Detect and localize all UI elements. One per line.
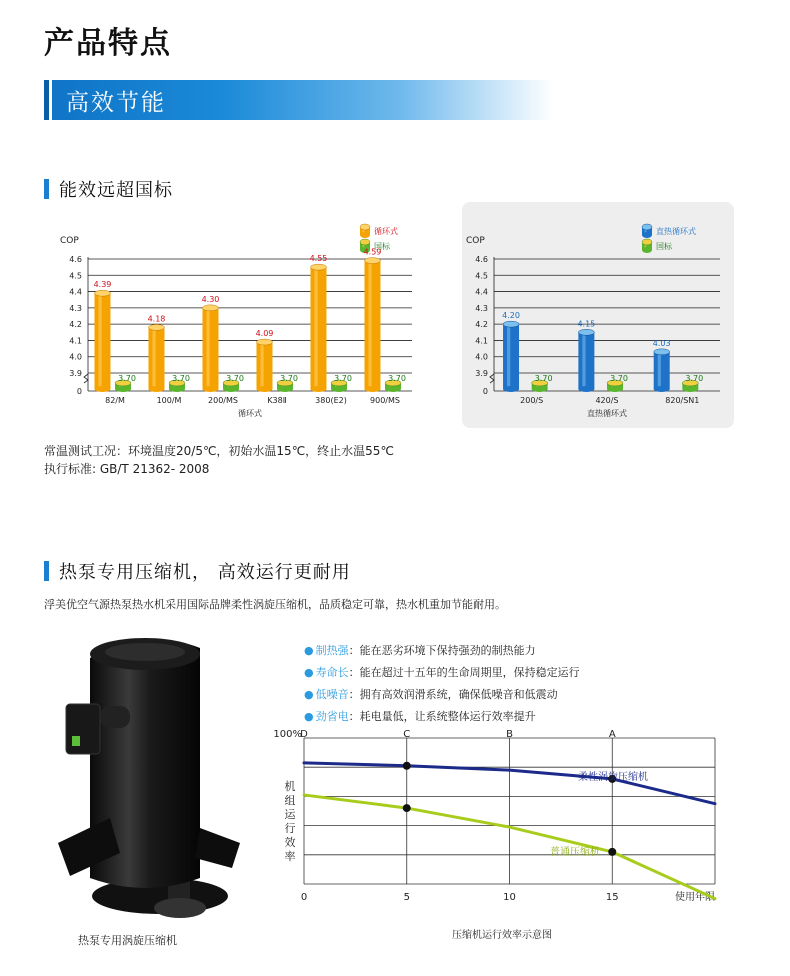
- section-title-efficiency: 能效远超国标: [59, 180, 173, 201]
- bar: [654, 349, 670, 392]
- heading-accent-bar: [44, 561, 49, 581]
- data-label: 3.70: [334, 374, 352, 383]
- x-tick-label: 0: [300, 892, 308, 903]
- cop-chart-circulating: [40, 218, 440, 428]
- bar: [578, 329, 594, 392]
- y-tick-label: 4.5: [69, 271, 82, 281]
- bar: [202, 305, 218, 392]
- bar: [310, 264, 326, 392]
- data-label: 4.15: [577, 319, 596, 329]
- legend-swatch: [360, 224, 370, 238]
- data-point: [403, 762, 411, 770]
- section-heading-efficiency: [44, 176, 173, 202]
- bar: [364, 258, 380, 392]
- data-label: 4.20: [502, 311, 520, 321]
- bar: [148, 324, 164, 392]
- y-tick-label: 4.3: [475, 303, 488, 313]
- data-label: 3.70: [388, 374, 406, 383]
- heading-accent-bar: [44, 179, 49, 199]
- bullet-icon: ●: [304, 710, 314, 723]
- data-point: [608, 848, 616, 856]
- feature-key: 低噪音: [315, 688, 349, 701]
- top-marker-label: A: [608, 729, 616, 740]
- section-banner: [44, 80, 554, 120]
- top-marker-label: B: [506, 729, 513, 740]
- data-label: 3.70: [172, 374, 190, 383]
- compressor-image: [50, 628, 250, 928]
- y-axis-label-char: 组: [284, 794, 296, 807]
- feature-desc: ：拥有高效润滑系统，确保低噪音和低震动: [348, 688, 558, 701]
- y-tick-label: 4.0: [475, 352, 488, 362]
- data-label: 4.30: [201, 294, 220, 304]
- x-tick-label: 200/S: [520, 396, 544, 405]
- y-tick-label: 4.6: [475, 255, 488, 264]
- compressor-caption: 热泵专用涡旋压缩机: [78, 934, 177, 947]
- axis-break-icon: [84, 374, 88, 383]
- feature-item: [304, 640, 580, 662]
- standard-text: 执行标准: GB/T 21362- 2008: [44, 462, 210, 476]
- x-tick-label: 82/M: [105, 396, 125, 405]
- cop-chart-direct-heating: [462, 218, 734, 428]
- legend-swatch: [642, 239, 652, 253]
- x-axis-label: 直热循环式: [587, 409, 627, 418]
- x-tick-label: K38Ⅱ: [267, 396, 287, 405]
- y-tick-label: 4.1: [69, 336, 82, 346]
- data-label: 4.59: [363, 247, 382, 257]
- bar: [256, 339, 272, 392]
- x-tick-label: 820/SN1: [665, 396, 700, 405]
- data-label: 4.55: [309, 254, 328, 264]
- data-label: 4.39: [93, 280, 112, 290]
- bullet-icon: ●: [304, 666, 314, 679]
- y-tick-label: 4.3: [69, 303, 82, 313]
- feature-desc: ：能在恶劣环境下保持强劲的制热能力: [348, 644, 536, 657]
- bullet-icon: ●: [304, 688, 314, 701]
- data-label: 4.18: [147, 314, 166, 324]
- chart-caption: 压缩机运行效率示意图: [452, 930, 552, 941]
- feature-key: 寿命长: [315, 666, 349, 679]
- legend-label: 国标: [656, 242, 672, 251]
- y-axis-label-char: 效: [284, 836, 296, 849]
- feature-desc: ：耗电量低，让系统整体运行效率提升: [348, 710, 536, 723]
- efficiency-line-chart: [262, 726, 732, 946]
- top-marker-label: C: [403, 729, 411, 740]
- bar: [503, 321, 519, 392]
- y-axis-label-char: 机: [284, 780, 296, 793]
- x-tick-label: 15: [605, 892, 619, 903]
- bar: [94, 290, 110, 392]
- test-conditions-text: 常温测试工况：环境温度20/5℃，初始水温15℃，终止水温55℃: [44, 444, 394, 458]
- data-label: 3.70: [610, 374, 628, 383]
- data-label: 3.70: [226, 374, 244, 383]
- y-axis-label: COP: [60, 236, 79, 246]
- x-tick-label: 100/M: [156, 396, 182, 405]
- data-label: 3.70: [118, 374, 136, 383]
- data-point: [403, 804, 411, 812]
- page-title: 产品特点: [44, 26, 172, 61]
- y-tick-label: 4.1: [475, 336, 488, 346]
- legend-swatch: [642, 224, 652, 238]
- y-axis-label-char: 率: [284, 850, 296, 863]
- y-tick-label: 4.2: [475, 320, 488, 330]
- y-tick-label: 3.9: [475, 369, 488, 378]
- section-title-compressor: 热泵专用压缩机， 高效运行更耐用: [59, 562, 351, 583]
- feature-list: [304, 640, 580, 728]
- feature-item: [304, 662, 580, 684]
- feature-desc: ：能在超过十五年的生命周期里，保持稳定运行: [348, 666, 580, 679]
- feature-item: [304, 706, 580, 728]
- banner-title: 高效节能: [66, 90, 166, 116]
- legend-label: 直热循环式: [656, 227, 696, 236]
- y-top-label: 100%: [273, 729, 302, 740]
- data-label: 4.03: [652, 338, 671, 348]
- series-label: 普通压缩机: [550, 847, 600, 859]
- series-label: 柔性涡旋压缩机: [578, 772, 648, 784]
- feature-key: 劲省电: [315, 710, 349, 723]
- y-tick-label: 4.0: [69, 352, 82, 362]
- y-tick-label: 0: [482, 387, 488, 396]
- data-label: 3.70: [280, 374, 298, 383]
- y-axis-label: COP: [466, 236, 485, 246]
- banner-accent-bar: [44, 80, 52, 120]
- section-heading-compressor: [44, 558, 351, 584]
- x-tick-label: 420/S: [595, 396, 619, 405]
- y-tick-label: 4.4: [69, 287, 82, 297]
- feature-item: [304, 684, 580, 706]
- legend-label: 国标: [374, 242, 390, 251]
- bullet-icon: ●: [304, 644, 314, 657]
- axis-break-icon: [490, 374, 494, 383]
- top-marker-label: D: [300, 729, 308, 740]
- y-axis-label-char: 运: [284, 808, 296, 821]
- data-label: 4.09: [255, 329, 274, 339]
- data-label: 3.70: [534, 374, 553, 383]
- x-tick-label: 200/MS: [208, 396, 238, 405]
- data-label: 3.70: [685, 374, 704, 383]
- x-tick-label: 5: [403, 892, 410, 903]
- x-tick-label: 380(E2): [315, 396, 347, 405]
- x-tick-label: 900/MS: [370, 396, 400, 405]
- y-tick-label: 4.6: [69, 255, 82, 264]
- y-tick-label: 4.5: [475, 271, 488, 281]
- y-tick-label: 4.4: [475, 287, 488, 297]
- y-axis-label-char: 行: [284, 822, 296, 835]
- intro-text: 浮美优空气源热泵热水机采用国际品牌柔性涡旋压缩机，品质稳定可靠，热水机重加节能耐用。: [44, 598, 506, 611]
- legend-label: 循环式: [374, 227, 398, 236]
- y-tick-label: 3.9: [69, 369, 82, 378]
- y-tick-label: 0: [76, 387, 82, 396]
- feature-key: 制热强: [315, 644, 349, 657]
- x-axis-label: 循环式: [238, 409, 262, 418]
- y-tick-label: 4.2: [69, 320, 82, 330]
- x-axis-label: 使用年限: [675, 892, 715, 903]
- x-tick-label: 10: [503, 892, 516, 903]
